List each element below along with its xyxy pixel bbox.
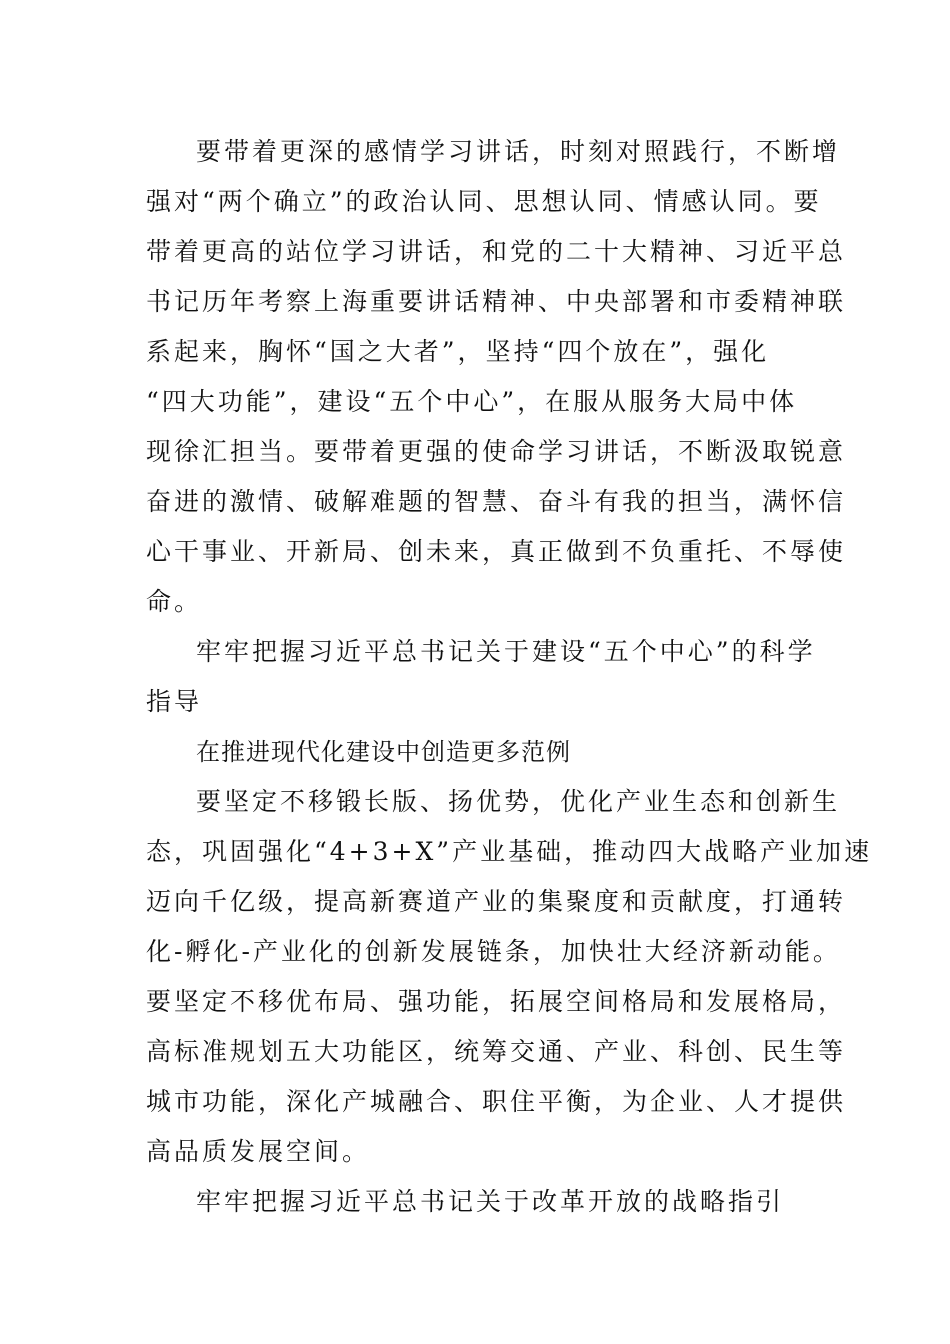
- paragraph-line: 高标准规划五大功能区，统筹交通、产业、科创、民生等: [146, 1037, 847, 1066]
- heading-line: 牢牢把握习近平总书记关于建设“五个中心”的科学: [196, 637, 816, 666]
- heading-line: 指导: [146, 687, 203, 716]
- paragraph-line: 迈向千亿级，提高新赛道产业的集聚度和贡献度，打通转: [146, 887, 847, 916]
- paragraph-line: 要坚定不移优布局、强功能，拓展空间格局和发展格局，: [146, 987, 847, 1016]
- paragraph-line: 要坚定不移锻长版、扬优势，优化产业生态和创新生: [196, 787, 841, 816]
- paragraph-line: 心干事业、开新局、创未来，真正做到不负重托、不辱使: [146, 537, 847, 566]
- subheading-line: 在推进现代化建设中创造更多范例: [196, 738, 571, 766]
- paragraph-line: “四大功能”，建设“五个中心”，在服从服务大局中体: [146, 387, 798, 416]
- paragraph-line: 城市功能，深化产城融合、职住平衡，为企业、人才提供: [146, 1087, 847, 1116]
- paragraph-line: 化-孵化-产业化的创新发展链条，加快壮大经济新动能。: [146, 937, 841, 966]
- heading-line: 牢牢把握习近平总书记关于改革开放的战略指引: [196, 1187, 785, 1216]
- paragraph-line: 强对“两个确立”的政治认同、思想认同、情感认同。要: [146, 187, 822, 216]
- paragraph-line: 态，巩固强化“4+3+X”产业基础，推动四大战略产业加速: [146, 837, 873, 866]
- paragraph-line: 高品质发展空间。: [146, 1137, 371, 1166]
- paragraph-line: 带着更高的站位学习讲话，和党的二十大精神、习近平总: [146, 237, 847, 266]
- paragraph-line: 书记历年考察上海重要讲话精神、中央部署和市委精神联: [146, 287, 847, 316]
- paragraph-line: 奋进的激情、破解难题的智慧、奋斗有我的担当，满怀信: [146, 487, 847, 516]
- paragraph-line: 要带着更深的感情学习讲话，时刻对照践行，不断增: [196, 137, 841, 166]
- paragraph-line: 现徐汇担当。要带着更强的使命学习讲话，不断汲取锐意: [146, 437, 847, 466]
- paragraph-line: 命。: [146, 587, 203, 616]
- paragraph-line: 系起来，胸怀“国之大者”，坚持“四个放在”，强化: [146, 337, 770, 366]
